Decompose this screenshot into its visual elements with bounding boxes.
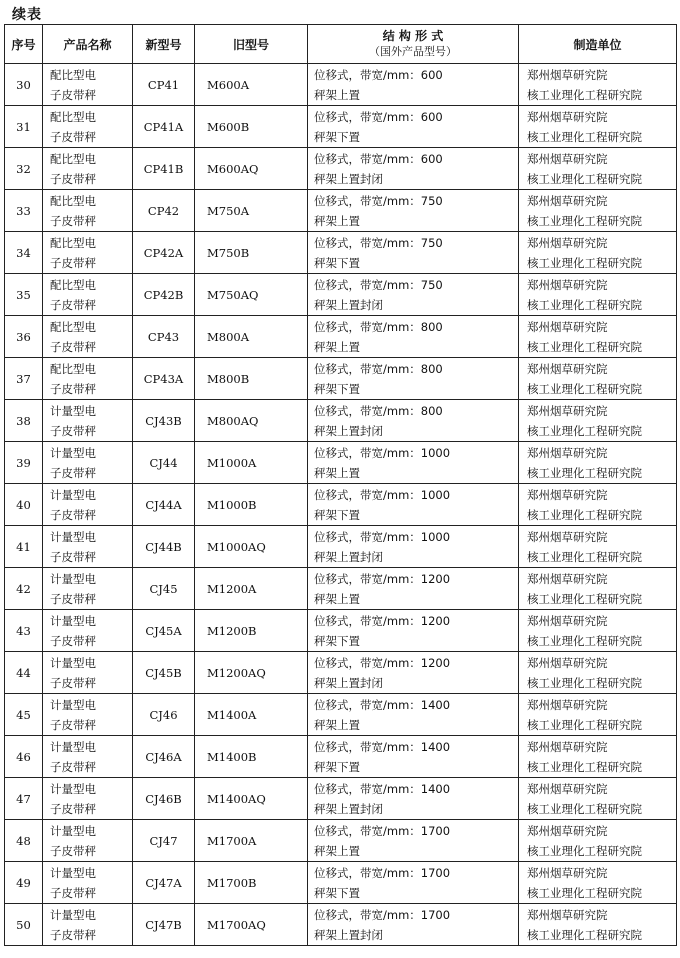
- structure-line-1: 位移式，带宽/mm：1400: [314, 781, 451, 796]
- cell-new-model: CJ46A: [133, 736, 195, 778]
- cell-product-name: [43, 820, 133, 862]
- product-name-line-1: 配比型电: [50, 235, 96, 250]
- product-name-line-2: 子皮带秤: [50, 801, 96, 816]
- table-row: [5, 64, 677, 106]
- cell-seq: 48: [5, 820, 43, 862]
- cell-product-name: [43, 400, 133, 442]
- cell-structure: [308, 778, 519, 820]
- cell-maker: [519, 190, 677, 232]
- maker-line-2: 核工业理化工程研究院: [527, 549, 642, 564]
- structure-line-1: 位移式，带宽/mm：1400: [314, 697, 451, 712]
- maker-line-2: 核工业理化工程研究院: [527, 633, 642, 648]
- cell-product-name: [43, 526, 133, 568]
- cell-maker: [519, 568, 677, 610]
- structure-line-2: 秤架上置封闭: [314, 675, 383, 690]
- cell-old-model: M600A: [195, 64, 308, 106]
- maker-line-1: 郑州烟草研究院: [527, 529, 608, 544]
- product-name-line-1: 计量型电: [50, 529, 96, 544]
- cell-maker: [519, 358, 677, 400]
- cell-seq: 35: [5, 274, 43, 316]
- table-row: [5, 736, 677, 778]
- cell-seq: 32: [5, 148, 43, 190]
- maker-line-2: 核工业理化工程研究院: [527, 759, 642, 774]
- product-name-line-1: 配比型电: [50, 319, 96, 334]
- cell-new-model: CJ44B: [133, 526, 195, 568]
- cell-maker: [519, 778, 677, 820]
- cell-new-model: CJ45: [133, 568, 195, 610]
- cell-old-model: M1200AQ: [195, 652, 308, 694]
- maker-line-1: 郑州烟草研究院: [527, 361, 608, 376]
- table-body: [5, 64, 677, 946]
- table-row: [5, 442, 677, 484]
- product-name-line-1: 计量型电: [50, 655, 96, 670]
- product-name-line-2: 子皮带秤: [50, 87, 96, 102]
- cell-structure: [308, 694, 519, 736]
- product-name-line-1: 配比型电: [50, 67, 96, 82]
- structure-line-1: 位移式，带宽/mm：1000: [314, 487, 451, 502]
- maker-line-2: 核工业理化工程研究院: [527, 87, 642, 102]
- cell-maker: [519, 442, 677, 484]
- maker-line-1: 郑州烟草研究院: [527, 319, 608, 334]
- header-row: [5, 25, 677, 64]
- product-name-line-1: 计量型电: [50, 613, 96, 628]
- cell-maker: [519, 274, 677, 316]
- cell-seq: 44: [5, 652, 43, 694]
- cell-product-name: [43, 694, 133, 736]
- cell-structure: [308, 232, 519, 274]
- table-row: [5, 190, 677, 232]
- cell-structure: [308, 610, 519, 652]
- maker-line-1: 郑州烟草研究院: [527, 739, 608, 754]
- product-name-line-1: 配比型电: [50, 151, 96, 166]
- cell-old-model: M1200A: [195, 568, 308, 610]
- cell-new-model: CJ47A: [133, 862, 195, 904]
- cell-maker: [519, 148, 677, 190]
- cell-product-name: [43, 484, 133, 526]
- structure-line-1: 位移式，带宽/mm：800: [314, 403, 443, 418]
- cell-structure: [308, 148, 519, 190]
- maker-line-1: 郑州烟草研究院: [527, 823, 608, 838]
- header-structure: [308, 25, 519, 64]
- cell-maker: [519, 484, 677, 526]
- product-name-line-1: 计量型电: [50, 445, 96, 460]
- cell-structure: [308, 484, 519, 526]
- maker-line-1: 郑州烟草研究院: [527, 781, 608, 796]
- cell-old-model: M600AQ: [195, 148, 308, 190]
- cell-new-model: CP41: [133, 64, 195, 106]
- cell-seq: 39: [5, 442, 43, 484]
- cell-new-model: CP42: [133, 190, 195, 232]
- cell-product-name: [43, 316, 133, 358]
- cell-new-model: CJ45A: [133, 610, 195, 652]
- cell-old-model: M600B: [195, 106, 308, 148]
- cell-old-model: M750B: [195, 232, 308, 274]
- cell-new-model: CP41B: [133, 148, 195, 190]
- header-structure-subtitle: （国外产品型号）: [369, 45, 457, 58]
- maker-line-1: 郑州烟草研究院: [527, 613, 608, 628]
- structure-line-1: 位移式，带宽/mm：750: [314, 235, 443, 250]
- maker-line-2: 核工业理化工程研究院: [527, 297, 642, 312]
- cell-old-model: M800A: [195, 316, 308, 358]
- product-name-line-2: 子皮带秤: [50, 171, 96, 186]
- structure-line-2: 秤架上置: [314, 213, 360, 228]
- product-name-line-1: 计量型电: [50, 403, 96, 418]
- cell-seq: 31: [5, 106, 43, 148]
- maker-line-2: 核工业理化工程研究院: [527, 129, 642, 144]
- structure-line-1: 位移式，带宽/mm：600: [314, 109, 443, 124]
- table-row: [5, 652, 677, 694]
- cell-maker: [519, 652, 677, 694]
- cell-maker: [519, 526, 677, 568]
- product-name-line-1: 计量型电: [50, 823, 96, 838]
- cell-product-name: [43, 904, 133, 946]
- maker-line-2: 核工业理化工程研究院: [527, 339, 642, 354]
- cell-seq: 50: [5, 904, 43, 946]
- table-row: [5, 106, 677, 148]
- maker-line-2: 核工业理化工程研究院: [527, 927, 642, 942]
- product-name-line-2: 子皮带秤: [50, 675, 96, 690]
- table-row: [5, 526, 677, 568]
- cell-structure: [308, 316, 519, 358]
- cell-structure: [308, 862, 519, 904]
- product-name-line-2: 子皮带秤: [50, 213, 96, 228]
- table-row: [5, 862, 677, 904]
- cell-product-name: [43, 568, 133, 610]
- cell-old-model: M1200B: [195, 610, 308, 652]
- product-name-line-2: 子皮带秤: [50, 633, 96, 648]
- product-name-line-1: 配比型电: [50, 361, 96, 376]
- cell-structure: [308, 820, 519, 862]
- maker-line-2: 核工业理化工程研究院: [527, 885, 642, 900]
- cell-old-model: M750A: [195, 190, 308, 232]
- structure-line-2: 秤架上置封闭: [314, 801, 383, 816]
- product-name-line-1: 计量型电: [50, 781, 96, 796]
- structure-line-2: 秤架下置: [314, 255, 360, 270]
- structure-line-2: 秤架上置封闭: [314, 423, 383, 438]
- maker-line-1: 郑州烟草研究院: [527, 697, 608, 712]
- maker-line-1: 郑州烟草研究院: [527, 445, 608, 460]
- structure-line-2: 秤架上置: [314, 717, 360, 732]
- product-name-line-2: 子皮带秤: [50, 381, 96, 396]
- maker-line-2: 核工业理化工程研究院: [527, 423, 642, 438]
- cell-product-name: [43, 64, 133, 106]
- product-name-line-2: 子皮带秤: [50, 255, 96, 270]
- table-row: [5, 694, 677, 736]
- cell-new-model: CP42A: [133, 232, 195, 274]
- header-seq: 序号: [5, 25, 43, 64]
- structure-line-1: 位移式，带宽/mm：1700: [314, 865, 451, 880]
- maker-line-1: 郑州烟草研究院: [527, 865, 608, 880]
- maker-line-2: 核工业理化工程研究院: [527, 465, 642, 480]
- maker-line-1: 郑州烟草研究院: [527, 193, 608, 208]
- cell-product-name: [43, 610, 133, 652]
- cell-structure: [308, 736, 519, 778]
- structure-line-1: 位移式，带宽/mm：1000: [314, 445, 451, 460]
- maker-line-1: 郑州烟草研究院: [527, 67, 608, 82]
- table-row: [5, 820, 677, 862]
- cell-seq: 33: [5, 190, 43, 232]
- cell-old-model: M800AQ: [195, 400, 308, 442]
- cell-new-model: CJ44A: [133, 484, 195, 526]
- cell-structure: [308, 400, 519, 442]
- cell-new-model: CJ43B: [133, 400, 195, 442]
- structure-line-1: 位移式，带宽/mm：600: [314, 151, 443, 166]
- cell-old-model: M1400AQ: [195, 778, 308, 820]
- maker-line-1: 郑州烟草研究院: [527, 655, 608, 670]
- cell-old-model: M1000A: [195, 442, 308, 484]
- maker-line-2: 核工业理化工程研究院: [527, 843, 642, 858]
- cell-new-model: CJ44: [133, 442, 195, 484]
- cell-product-name: [43, 358, 133, 400]
- table-row: [5, 568, 677, 610]
- structure-line-2: 秤架上置: [314, 339, 360, 354]
- cell-structure: [308, 64, 519, 106]
- product-name-line-1: 计量型电: [50, 697, 96, 712]
- cell-maker: [519, 400, 677, 442]
- product-name-line-2: 子皮带秤: [50, 549, 96, 564]
- cell-old-model: M1400A: [195, 694, 308, 736]
- product-name-line-1: 计量型电: [50, 487, 96, 502]
- product-name-line-1: 计量型电: [50, 739, 96, 754]
- header-new-model: 新型号: [133, 25, 195, 64]
- cell-new-model: CJ46: [133, 694, 195, 736]
- cell-maker: [519, 610, 677, 652]
- cell-structure: [308, 358, 519, 400]
- product-name-line-2: 子皮带秤: [50, 129, 96, 144]
- cell-product-name: [43, 190, 133, 232]
- maker-line-1: 郑州烟草研究院: [527, 151, 608, 166]
- cell-seq: 40: [5, 484, 43, 526]
- structure-line-2: 秤架上置: [314, 591, 360, 606]
- cell-maker: [519, 316, 677, 358]
- cell-structure: [308, 106, 519, 148]
- cell-maker: [519, 904, 677, 946]
- structure-line-2: 秤架下置: [314, 381, 360, 396]
- cell-product-name: [43, 778, 133, 820]
- cell-old-model: M1700AQ: [195, 904, 308, 946]
- cell-seq: 43: [5, 610, 43, 652]
- product-name-line-2: 子皮带秤: [50, 591, 96, 606]
- structure-line-1: 位移式，带宽/mm：1400: [314, 739, 451, 754]
- cell-product-name: [43, 442, 133, 484]
- cell-structure: [308, 190, 519, 232]
- product-name-line-2: 子皮带秤: [50, 423, 96, 438]
- maker-line-1: 郑州烟草研究院: [527, 487, 608, 502]
- cell-seq: 37: [5, 358, 43, 400]
- maker-line-2: 核工业理化工程研究院: [527, 507, 642, 522]
- header-maker: 制造单位: [519, 25, 677, 64]
- table-row: [5, 778, 677, 820]
- table-row: [5, 358, 677, 400]
- maker-line-1: 郑州烟草研究院: [527, 403, 608, 418]
- table-row: [5, 148, 677, 190]
- product-name-line-2: 子皮带秤: [50, 885, 96, 900]
- cell-old-model: M1400B: [195, 736, 308, 778]
- cell-structure: [308, 274, 519, 316]
- cell-seq: 47: [5, 778, 43, 820]
- structure-line-1: 位移式，带宽/mm：1700: [314, 823, 451, 838]
- cell-product-name: [43, 232, 133, 274]
- structure-line-2: 秤架下置: [314, 507, 360, 522]
- cell-old-model: M1700A: [195, 820, 308, 862]
- table-row: [5, 274, 677, 316]
- cell-maker: [519, 820, 677, 862]
- maker-line-2: 核工业理化工程研究院: [527, 717, 642, 732]
- table-row: [5, 400, 677, 442]
- cell-product-name: [43, 862, 133, 904]
- structure-line-2: 秤架上置: [314, 465, 360, 480]
- product-name-line-2: 子皮带秤: [50, 759, 96, 774]
- product-table: [4, 24, 677, 946]
- cell-new-model: CP43A: [133, 358, 195, 400]
- cell-structure: [308, 568, 519, 610]
- product-name-line-2: 子皮带秤: [50, 843, 96, 858]
- table-row: [5, 232, 677, 274]
- table-header: [5, 25, 677, 64]
- cell-maker: [519, 862, 677, 904]
- cell-new-model: CP42B: [133, 274, 195, 316]
- structure-line-1: 位移式，带宽/mm：800: [314, 361, 443, 376]
- product-name-line-2: 子皮带秤: [50, 465, 96, 480]
- maker-line-2: 核工业理化工程研究院: [527, 213, 642, 228]
- cell-new-model: CJ47: [133, 820, 195, 862]
- cell-product-name: [43, 652, 133, 694]
- structure-line-2: 秤架上置封闭: [314, 549, 383, 564]
- maker-line-2: 核工业理化工程研究院: [527, 675, 642, 690]
- cell-old-model: M1000AQ: [195, 526, 308, 568]
- product-name-line-2: 子皮带秤: [50, 927, 96, 942]
- maker-line-2: 核工业理化工程研究院: [527, 801, 642, 816]
- product-name-line-1: 计量型电: [50, 571, 96, 586]
- cell-product-name: [43, 106, 133, 148]
- cell-product-name: [43, 274, 133, 316]
- table-row: [5, 316, 677, 358]
- table-row: [5, 610, 677, 652]
- cell-seq: 49: [5, 862, 43, 904]
- structure-line-1: 位移式，带宽/mm：1200: [314, 655, 451, 670]
- cell-new-model: CJ46B: [133, 778, 195, 820]
- cell-new-model: CP41A: [133, 106, 195, 148]
- cell-maker: [519, 736, 677, 778]
- structure-line-2: 秤架上置封闭: [314, 297, 383, 312]
- cell-new-model: CJ45B: [133, 652, 195, 694]
- structure-line-2: 秤架下置: [314, 129, 360, 144]
- structure-line-1: 位移式，带宽/mm：1000: [314, 529, 451, 544]
- header-structure-title: 结 构 形 式: [382, 29, 444, 43]
- cell-old-model: M1000B: [195, 484, 308, 526]
- product-name-line-2: 子皮带秤: [50, 717, 96, 732]
- cell-seq: 30: [5, 64, 43, 106]
- maker-line-2: 核工业理化工程研究院: [527, 255, 642, 270]
- maker-line-1: 郑州烟草研究院: [527, 277, 608, 292]
- maker-line-1: 郑州烟草研究院: [527, 571, 608, 586]
- structure-line-2: 秤架上置封闭: [314, 927, 383, 942]
- structure-line-1: 位移式，带宽/mm：1200: [314, 613, 451, 628]
- structure-line-1: 位移式，带宽/mm：750: [314, 193, 443, 208]
- maker-line-2: 核工业理化工程研究院: [527, 381, 642, 396]
- structure-line-2: 秤架下置: [314, 885, 360, 900]
- maker-line-1: 郑州烟草研究院: [527, 235, 608, 250]
- structure-line-1: 位移式，带宽/mm：1200: [314, 571, 451, 586]
- cell-product-name: [43, 736, 133, 778]
- maker-line-2: 核工业理化工程研究院: [527, 171, 642, 186]
- product-name-line-1: 计量型电: [50, 865, 96, 880]
- header-product-name: 产品名称: [43, 25, 133, 64]
- cell-new-model: CJ47B: [133, 904, 195, 946]
- structure-line-1: 位移式，带宽/mm：1700: [314, 907, 451, 922]
- structure-line-2: 秤架下置: [314, 759, 360, 774]
- product-name-line-1: 配比型电: [50, 109, 96, 124]
- product-name-line-1: 计量型电: [50, 907, 96, 922]
- cell-structure: [308, 904, 519, 946]
- cell-product-name: [43, 148, 133, 190]
- cell-maker: [519, 64, 677, 106]
- table-row: [5, 484, 677, 526]
- product-name-line-2: 子皮带秤: [50, 507, 96, 522]
- cell-seq: 34: [5, 232, 43, 274]
- product-name-line-2: 子皮带秤: [50, 339, 96, 354]
- product-name-line-1: 配比型电: [50, 193, 96, 208]
- cell-seq: 38: [5, 400, 43, 442]
- cell-structure: [308, 652, 519, 694]
- cell-maker: [519, 232, 677, 274]
- structure-line-2: 秤架上置: [314, 87, 360, 102]
- structure-line-2: 秤架上置封闭: [314, 171, 383, 186]
- product-name-line-1: 配比型电: [50, 277, 96, 292]
- cell-seq: 36: [5, 316, 43, 358]
- cell-seq: 42: [5, 568, 43, 610]
- structure-line-2: 秤架下置: [314, 633, 360, 648]
- structure-line-1: 位移式，带宽/mm：800: [314, 319, 443, 334]
- cell-structure: [308, 526, 519, 568]
- cell-old-model: M800B: [195, 358, 308, 400]
- cell-maker: [519, 694, 677, 736]
- cell-old-model: M750AQ: [195, 274, 308, 316]
- structure-line-1: 位移式，带宽/mm：750: [314, 277, 443, 292]
- product-name-line-2: 子皮带秤: [50, 297, 96, 312]
- header-old-model: 旧型号: [195, 25, 308, 64]
- maker-line-1: 郑州烟草研究院: [527, 907, 608, 922]
- cell-seq: 41: [5, 526, 43, 568]
- structure-line-1: 位移式，带宽/mm：600: [314, 67, 443, 82]
- cell-maker: [519, 106, 677, 148]
- cell-old-model: M1700B: [195, 862, 308, 904]
- table-row: [5, 904, 677, 946]
- maker-line-2: 核工业理化工程研究院: [527, 591, 642, 606]
- cell-new-model: CP43: [133, 316, 195, 358]
- structure-line-2: 秤架上置: [314, 843, 360, 858]
- cell-seq: 46: [5, 736, 43, 778]
- table-caption: 续表: [12, 7, 42, 23]
- cell-structure: [308, 442, 519, 484]
- maker-line-1: 郑州烟草研究院: [527, 109, 608, 124]
- cell-seq: 45: [5, 694, 43, 736]
